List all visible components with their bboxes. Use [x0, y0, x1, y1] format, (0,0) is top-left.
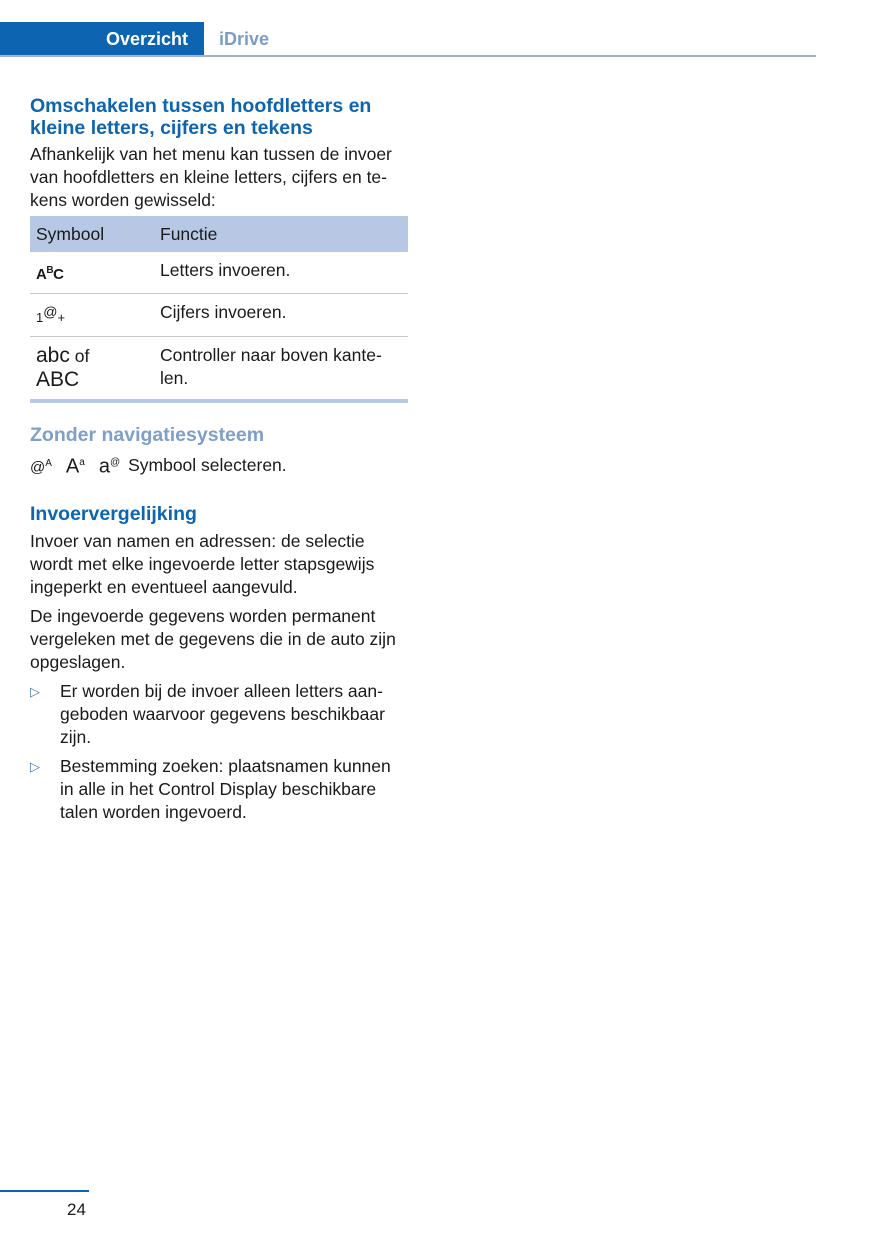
header-divider	[0, 55, 816, 57]
table-row: abc of ABC Controller naar boven kante- len.	[36, 344, 382, 392]
footer-faint-text	[240, 1212, 640, 1220]
footer-divider	[0, 1190, 89, 1192]
triangle-bullet-icon: ▷	[30, 683, 40, 699]
section-title-switch-case: Omschakelen tussen hoofdletters en kleine letters, cijfers en tekens	[30, 95, 372, 139]
paragraph: Invoer van namen en adressen: de selectie wordt met elke ingevoerde letter stapsgewijs ingeperkt en eventueel aangevuld.	[30, 530, 375, 597]
symbol-select-row	[30, 451, 408, 479]
header-tab-idrive[interactable]: iDrive	[219, 28, 270, 49]
at-letter-icon: @$^A$	[30, 457, 52, 476]
section-title-no-navigation: Zonder navigatiesysteem	[30, 424, 265, 447]
lowercase-at-icon: a@	[98, 455, 121, 478]
lowercase-abc-icon: abc	[36, 344, 70, 368]
table-row	[30, 294, 408, 337]
page-number: 24	[67, 1200, 86, 1219]
table-header-function: Functie	[154, 216, 408, 252]
triangle-bullet-icon: ▷	[30, 758, 40, 774]
table-header-row	[30, 216, 408, 252]
page-content	[30, 95, 408, 830]
table-bottom-border	[30, 399, 408, 403]
table-cell-function: Letters invoeren.	[154, 252, 408, 294]
table-header-symbol: Symbool	[30, 216, 154, 252]
section-intro: Afhankelijk van het menu kan tussen de invoer van hoofdletters en kleine letters, cijfers en te- kens worden gewisseld:	[30, 144, 392, 210]
letters-abc-icon: $A^BC$	[36, 265, 64, 283]
paragraph: De ingevoerde gegevens worden permanent vergeleken met de gegevens die in de auto zijn opgeslagen.	[30, 605, 396, 672]
bullet-list	[30, 680, 408, 824]
header-tab-overzicht[interactable]: Overzicht	[0, 22, 204, 56]
list-item: ▷ Er worden bij de invoer alleen letters aan- geboden waarvoor gegevens beschikbaar zijn.	[30, 680, 385, 747]
list-item: ▷ Bestemming zoeken: plaatsnamen kunnen in alle in het Control Display beschikbare talen worden ingevoerd.	[30, 755, 391, 822]
uppercase-letter-icon: $A^a$	[65, 455, 85, 478]
numbers-symbols-icon: 1@+	[36, 304, 66, 326]
section-title-input-matching: Invoervergelijking	[30, 502, 197, 525]
symbol-table	[30, 216, 408, 399]
table-cell-function: Cijfers invoeren.	[154, 294, 408, 337]
table-row	[30, 252, 408, 294]
uppercase-abc-icon: ABC	[36, 368, 80, 392]
symbol-select-text: Symbool selecteren.	[128, 454, 287, 475]
or-label: of	[74, 346, 90, 367]
